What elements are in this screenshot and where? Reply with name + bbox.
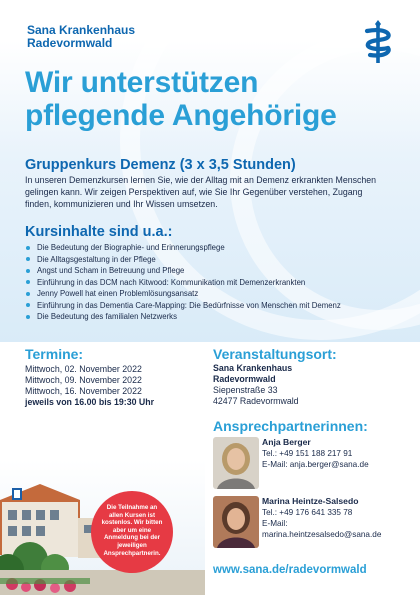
contents-title: Kursinhalte sind u.a.: bbox=[25, 224, 173, 240]
venue-block bbox=[213, 363, 299, 407]
website-link[interactable]: www.sana.de/radevormwald bbox=[213, 564, 367, 576]
venue-name: Sana Krankenhaus bbox=[213, 363, 293, 373]
term-date: Mittwoch, 02. November 2022 bbox=[25, 364, 142, 374]
contact-marina-heintze-salsedo bbox=[262, 496, 381, 540]
venue-city: 42477 Radevormwald bbox=[213, 396, 299, 406]
hospital-name bbox=[27, 24, 135, 50]
list-item bbox=[25, 288, 405, 300]
contact-photo-marina-heintze-salsedo bbox=[213, 496, 259, 548]
contact-email[interactable]: marina.heintzesalsedo@sana.de bbox=[262, 530, 382, 539]
bullet-dot-icon bbox=[26, 280, 30, 284]
list-item-text: Jenny Powell hat einen Problemlösungsansatz bbox=[37, 289, 199, 298]
contact-anja-berger bbox=[262, 437, 369, 470]
list-item-text: Angst und Scham in Betreuung und Pflege bbox=[37, 266, 185, 275]
list-item-text: Die Bedeutung der Biographie- und Erinnerungspflege bbox=[37, 243, 225, 252]
list-item-text: Einführung in das DCM nach Kitwood: Kommunikation mit Demenzerkrankten bbox=[37, 277, 306, 287]
list-item bbox=[25, 254, 405, 266]
bullet-dot-icon bbox=[26, 292, 30, 296]
list-item bbox=[25, 265, 405, 277]
contact-phone: Tel.: +49 151 188 217 91 bbox=[262, 449, 353, 458]
venue-title: Veranstaltungsort: bbox=[213, 346, 337, 362]
list-item bbox=[25, 311, 405, 323]
course-intro: In unseren Demenzkursen lernen Sie, wie der Alltag mit an Demenz erkrankten Menschen gelingen kann. Wir zeigen Perspektiven auf, wie Sie Ihr Gegenüber verstehen, Zugang finden, kommunizieren und Ihr Wissen umsetzen. bbox=[25, 175, 377, 209]
sana-logo-icon bbox=[358, 19, 398, 65]
venue-street: Siepenstraße 33 bbox=[213, 385, 278, 395]
contact-phone: Tel.: +49 176 641 335 78 bbox=[262, 508, 353, 517]
bullet-dot-icon bbox=[26, 257, 30, 261]
term-time: jeweils von 16.00 bis 19:30 Uhr bbox=[25, 397, 155, 407]
list-item bbox=[25, 300, 405, 312]
contact-name: Anja Berger bbox=[262, 437, 311, 447]
contact-photo-anja-berger bbox=[213, 437, 259, 489]
bullet-dot-icon bbox=[26, 269, 30, 273]
list-item bbox=[25, 277, 405, 289]
registration-badge bbox=[91, 491, 173, 573]
term-date: Mittwoch, 09. November 2022 bbox=[25, 375, 142, 385]
venue-name-2: Radevormwald bbox=[213, 374, 276, 384]
hospital-name-line1: Sana Krankenhaus bbox=[27, 23, 136, 37]
bullet-dot-icon bbox=[26, 315, 30, 319]
contact-email[interactable]: E-Mail: anja.berger@sana.de bbox=[262, 460, 369, 469]
list-item-text: Die Alltagsgestaltung in der Pflege bbox=[37, 254, 156, 264]
hospital-name-line2: Radevormwald bbox=[27, 36, 113, 50]
contact-name: Marina Heintze-Salsedo bbox=[262, 496, 359, 506]
headline-line1: Wir unterstützen bbox=[25, 66, 259, 99]
bullet-dot-icon bbox=[26, 303, 30, 307]
main-headline bbox=[25, 66, 337, 132]
term-date: Mittwoch, 16. November 2022 bbox=[25, 386, 142, 396]
contents-list bbox=[25, 242, 405, 323]
course-title: Gruppenkurs Demenz (3 x 3,5 Stunden) bbox=[25, 157, 296, 173]
contacts-title: Ansprechpartnerinnen: bbox=[213, 418, 368, 434]
list-item-text: Die Bedeutung des familialen Netzwerks bbox=[37, 312, 177, 321]
list-item bbox=[25, 242, 405, 254]
terms-title: Termine: bbox=[25, 346, 84, 362]
terms-block bbox=[25, 364, 154, 408]
bullet-dot-icon bbox=[26, 246, 30, 250]
contact-email-label: E-Mail: bbox=[262, 519, 288, 528]
headline-line2: pflegende Angehörige bbox=[25, 99, 337, 132]
list-item-text: Einführung in das Dementia Care-Mapping: Die Bedürfnisse von Menschen mit Demenz bbox=[37, 300, 341, 310]
registration-badge-text: Die Teilnahme an allen Kursen ist kostenlos. Wir bitten aber um eine Anmeldung bei der jeweiligen Ansprechpartnerin. bbox=[101, 504, 163, 557]
